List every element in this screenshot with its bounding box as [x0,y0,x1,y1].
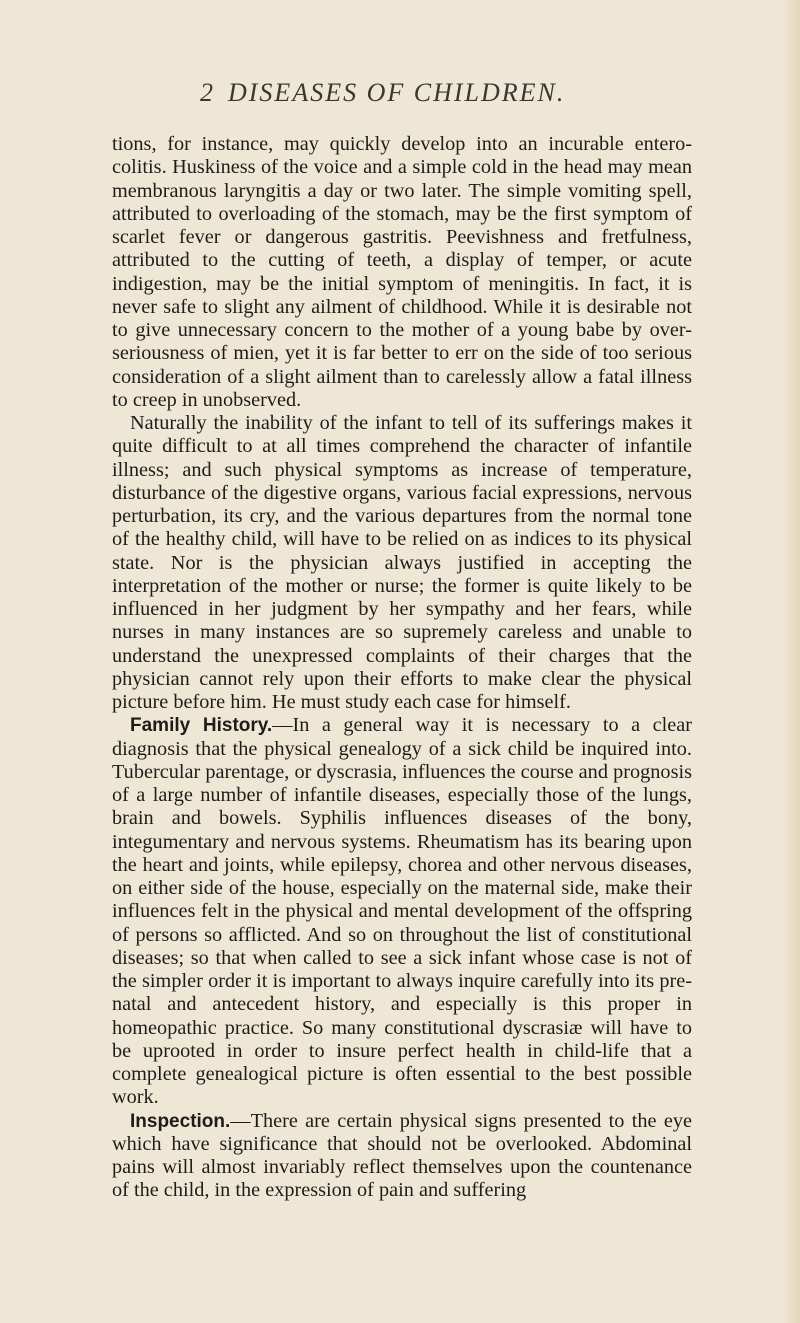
paragraph-text: —In a general way it is necessary to a clear diagnosis that the physical genealogy of a sick child be inquired into. Tubercular parentage, or dyscrasia, influences the course and prognosis of a large number of infantile diseases, especially those of the lungs, brain and bowels. Syphilis influences diseases of the bony, integumentary and nervous systems. Rheumatism has its bearing upon the heart and joints, while epilepsy, chorea and other nervous diseases, on either side of the house, especially on the maternal side, make their influences felt in the physical and mental development of the offspring of persons so afflicted. And so on throughout the list of constitutional diseases; so that when called to see a sick infant whose case is not of the simpler order it is important to always inquire carefully into its pre-natal and antecedent history, and especially is this proper in homeopathic practice. So many constitutional dyscrasiæ will have to be uprooted in order to insure perfect health in child-life that a complete genealogical picture is often essential to the best possible work. [112,714,692,1109]
section-heading-inspection: Inspection. [130,1110,231,1132]
paragraph-text: —There are certain physical signs presented to the eye which have significance that should not be overlooked. Abdominal pains will almost invariably reflect themselves upon the countenance of the child, in the expression of pain and suffering [112,1109,692,1202]
page-edge-shadow [782,0,800,1323]
paragraph-text: Naturally the inability of the infant to tell of its sufferings makes it quite difficult to at all times comprehend the character of infantile illness; and such physical symptoms as increase of temperature, disturbance of the digestive organs, various facial expressions, nervous perturbation, its cry, and the various departures from the normal tone of the healthy child, will have to be relied on as indices to its physical state. Nor is the physician always justified in accepting the interpretation of the mother or nurse; the former is quite likely to be influenced in her judgment by her sympathy and her fears, while nurses in many instances are so supremely careless and unable to understand the unexpressed complaints of their charges that the physician cannot rely upon their efforts to make clear the physical picture before him. He must study each case for himself. [112,412,692,713]
paragraph-inspection [112,1110,692,1203]
paragraph-intro-continued [112,133,692,412]
page-number: 2 [200,78,213,107]
page-header [0,72,800,112]
section-heading-family-history: Family History. [130,715,273,737]
body-text [112,133,692,1203]
paragraph-family-history [112,714,692,1109]
paragraph-text: tions, for instance, may quickly develop into an incurable entero-colitis. Huskiness of the voice and a simple cold in the head may mean membranous laryngitis a day or two later. The simple vomiting spell, attributed to overloading of the stomach, may be the first symptom of scarlet fever or dangerous gastritis. Peevishness and fretfulness, attributed to the cutting of teeth, a display of temper, or acute indigestion, may be the initial symptom of meningitis. In fact, it is never safe to slight any ailment of childhood. While it is desirable not to give unnecessary concern to the mother of a young babe by over-seriousness of mien, yet it is far better to err on the side of too serious consideration of a slight ailment than to carelessly allow a fatal illness to creep in unobserved. [112,133,692,411]
paragraph-infant-sufferings [112,412,692,714]
running-head: DISEASES OF CHILDREN. [228,78,566,107]
